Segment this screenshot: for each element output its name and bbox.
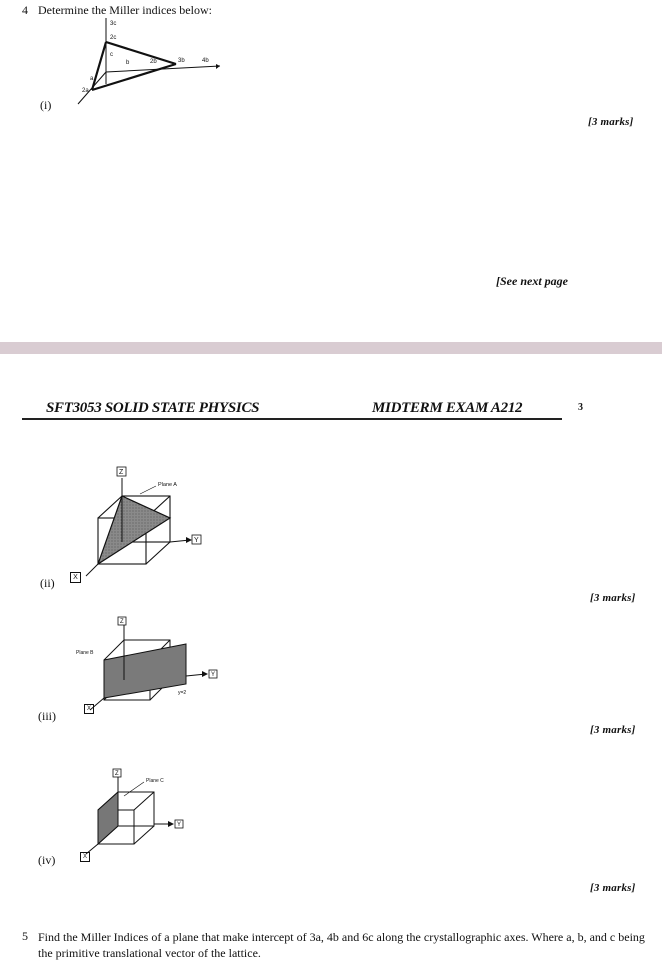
- fig-ii-plane-label: Plane A: [158, 482, 177, 488]
- part-iv-marks: [3 marks]: [590, 882, 636, 894]
- fig-i-label-a: a: [90, 76, 94, 82]
- fig-iii-plane-label: Plane B: [76, 650, 94, 656]
- figure-i: [70, 14, 230, 109]
- fig-i-label-3c: 3c: [110, 21, 117, 27]
- fig-i-label-2c: 2c: [110, 35, 117, 41]
- part-iii-label: (iii): [38, 709, 56, 723]
- part-i-label: (i): [40, 98, 52, 112]
- question-4-text: Determine the Miller indices below:: [38, 3, 212, 17]
- fig-iv-axis-y: Y: [177, 822, 182, 828]
- part-i-marks: [3 marks]: [588, 116, 634, 128]
- fig-iv-plane-label: Plane C: [146, 778, 164, 784]
- question-4-number: 4: [22, 3, 28, 17]
- fig-i-label-3b: 3b: [178, 58, 185, 64]
- fig-i-label-4b: 4b: [202, 58, 209, 64]
- page-divider: [0, 342, 662, 354]
- header-rule: [22, 418, 562, 420]
- fig-iii-axis-x: X: [84, 704, 94, 714]
- fig-i-label-c: c: [110, 52, 113, 58]
- fig-iii-axis-y: Y: [211, 672, 216, 678]
- exam-title: MIDTERM EXAM A212: [372, 400, 523, 416]
- fig-i-label-2b: 2b: [150, 59, 157, 65]
- course-title: SFT3053 SOLID STATE PHYSICS: [46, 400, 260, 416]
- fig-iv-axis-z: Z: [115, 771, 119, 777]
- question-5-number: 5: [22, 929, 28, 943]
- part-ii-marks: [3 marks]: [590, 592, 636, 604]
- fig-i-label-2a: 2a: [82, 88, 89, 94]
- part-iii-marks: [3 marks]: [590, 724, 636, 736]
- fig-i-label-b: b: [126, 60, 130, 66]
- fig-i-plane-triangle: [92, 42, 176, 90]
- part-ii-label: (ii): [40, 576, 55, 590]
- fig-iii-plane-b: [104, 644, 186, 698]
- page-number: 3: [578, 402, 583, 413]
- part-iv-label: (iv): [38, 853, 56, 867]
- fig-iii-axis-z: Z: [120, 619, 124, 625]
- fig-iii-note: y=2: [178, 690, 187, 696]
- see-next-page: [See next page: [496, 274, 568, 288]
- fig-ii-axis-x: X: [70, 572, 81, 583]
- fig-iv-axis-x: X: [80, 852, 90, 862]
- figure-ii: [78, 462, 208, 580]
- question-5-text: Find the Miller Indices of a plane that make intercept of 3a, 4b and 6c along the crystallographic axes. Where a, b, and c being the primitive translational vector of the lattice.: [38, 930, 645, 960]
- fig-ii-axis-z: Z: [119, 469, 124, 476]
- fig-iv-plane-c: [98, 792, 118, 844]
- fig-ii-axis-y: Y: [194, 537, 199, 544]
- figure-iii: [74, 614, 224, 718]
- figure-iv: [80, 766, 190, 862]
